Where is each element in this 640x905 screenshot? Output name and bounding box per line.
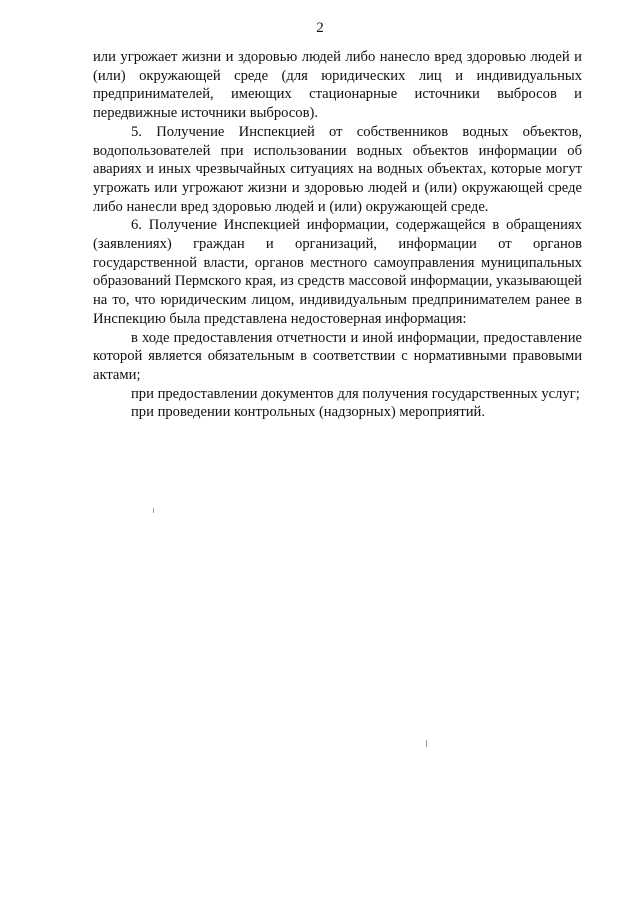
scan-artifact-mark (426, 740, 427, 747)
page-number: 2 (316, 20, 324, 36)
scan-artifact-mark (153, 508, 154, 513)
document-body (93, 48, 582, 422)
paragraph-subitem-inspections: при проведении контрольных (надзорных) мероприятий. (131, 404, 485, 421)
paragraph-item-6: 6. Получение Инспекцией информации, содержащейся в обращениях (заявлениях) граждан и организаций, информации от органов государственной власти, органов местного самоуправления муниципальных образований Пермского края, из средств массовой информации, указывающей на то, что юридическим лицом, индивидуальным предпринимателем ранее в Инспекцию была представлена недостоверная информация: (93, 217, 582, 327)
paragraph-subitem-services: при предоставлении документов для получения государственных услуг; (131, 385, 580, 402)
paragraph-subitem-reporting: в ходе предоставления отчетности и иной информации, предоставление которой является обязательным в соответствии с нормативными правовыми актами; (93, 329, 582, 383)
paragraph-continuation: или угрожает жизни и здоровью людей либо нанесло вред здоровью людей и (или) окружающей среде (для юридических лиц и индивидуальных предпринимателей, имеющих стационарные источники выбросов и передвижные источники выбросов). (93, 49, 582, 122)
paragraph-item-5: 5. Получение Инспекцией от собственников водных объектов, водопользователей при использовании водных объектов информации об авариях и иных чрезвычайных ситуациях на водных объектах, которые могут угрожать или угрожают жизни и здоровью людей и (или) окружающей среде либо нанесли вред здоровью людей и (или) окружающей среде. (93, 123, 582, 215)
